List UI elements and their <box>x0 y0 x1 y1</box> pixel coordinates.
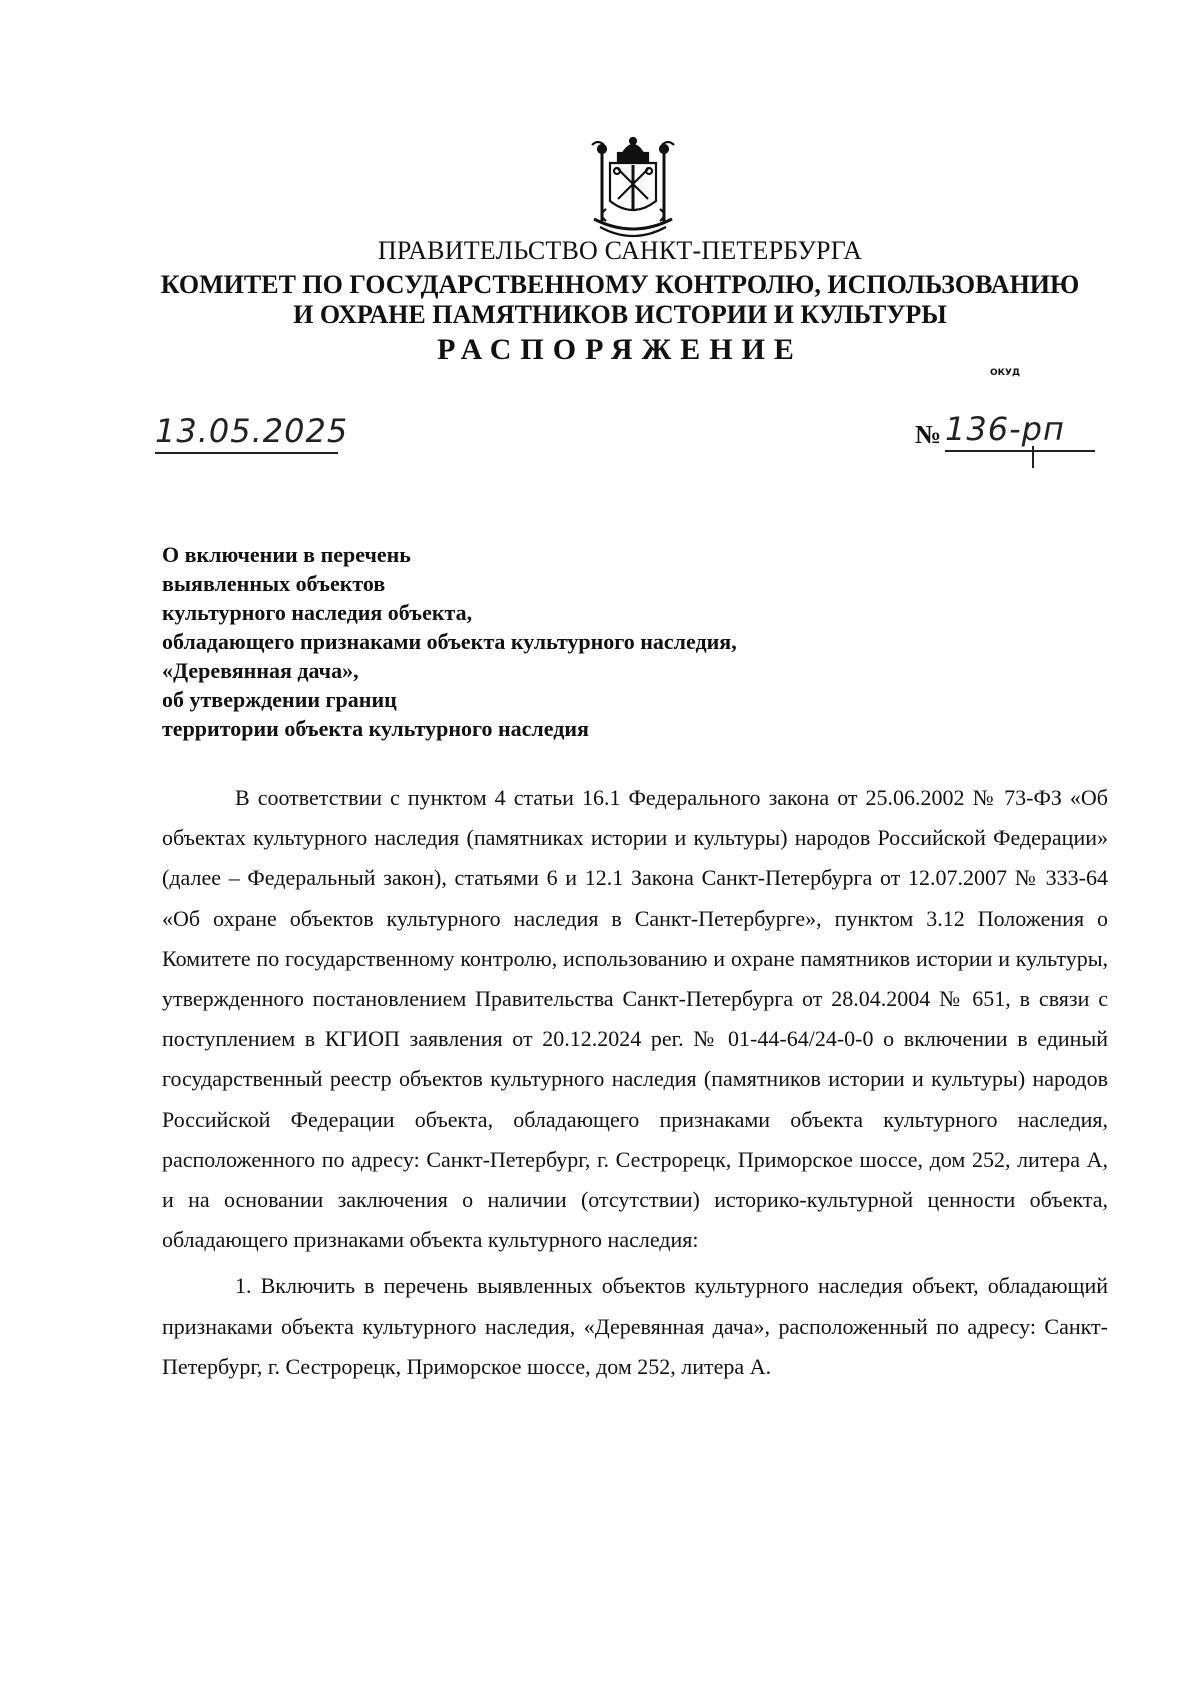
subject-line: культурного наследия объекта, <box>162 600 473 625</box>
subject-line: об утверждении границ <box>162 687 397 712</box>
committee-title-line1: КОМИТЕТ ПО ГОСУДАРСТВЕННОМУ КОНТРОЛЮ, ИСПОЛЬЗОВАНИЮ <box>160 270 1080 299</box>
number-underline <box>945 450 1095 452</box>
order-item-1: 1. Включить в перечень выявленных объектов культурного наследия объект, обладающий признаками объекта культурного наследия, «Деревянная дача», расположенный по адресу: Санкт-Петербург, г. Сестрорецк, Приморское шоссе, дом 252, литера А. <box>162 1273 1108 1379</box>
number-sign: № <box>915 420 942 449</box>
okud-label: ОКУД <box>990 368 1020 378</box>
date-underline <box>155 452 338 454</box>
government-title: ПРАВИТЕЛЬСТВО САНКТ-ПЕТЕРБУРГА <box>377 236 863 265</box>
subject-line: обладающего признаками объекта культурного наследия, <box>162 629 737 654</box>
subject-line: выявленных объектов <box>162 571 386 596</box>
subject-line: территории объекта культурного наследия <box>162 716 589 741</box>
subject-line: «Деревянная дача», <box>162 658 359 683</box>
document-number: 136-рп <box>945 410 1065 448</box>
document-subject <box>162 540 737 743</box>
preamble-paragraph: В соответствии с пунктом 4 статьи 16.1 Федерального закона от 25.06.2002 № 73-ФЗ «Об объектах культурного наследия (памятниках истории и культуры) народов Российской Федерации» (далее – Федеральный закон), статьями 6 и 12.1 Закона Санкт-Петербурга от 12.07.2007 № 333-64 «Об охране объектов культурного наследия в Санкт-Петербурге», пунктом 3.12 Положения о Комитете по государственному контролю, использованию и охране памятников истории и культуры, утвержденного постановлением Правительства Санкт-Петербурга от 28.04.2004 № 651, в связи с поступлением в КГИОП заявления от 20.12.2024 рег. № 01-44-64/24-0-0 о включении в единый государственный реестр объектов культурного наследия (памятников истории и культуры) народов Российской Федерации объекта, обладающего признаками объекта культурного наследия, расположенного по адресу: Санкт-Петербург, г. Сестрорецк, Приморское шоссе, дом 252, литера А, и на основании заключения о наличии (отсутствии) историко-культурной ценности объекта, обладающего признаками объекта культурного наследия: <box>162 785 1108 1253</box>
coat-of-arms-emblem <box>588 135 678 243</box>
document-type-title: РАСПОРЯЖЕНИЕ <box>437 333 803 366</box>
number-underline-tick <box>1032 446 1034 468</box>
document-date: 13.05.2025 <box>155 412 349 450</box>
document-body <box>162 778 1108 1387</box>
committee-title-line2: И ОХРАНЕ ПАМЯТНИКОВ ИСТОРИИ И КУЛЬТУРЫ <box>293 300 947 329</box>
subject-line: О включении в перечень <box>162 542 411 567</box>
